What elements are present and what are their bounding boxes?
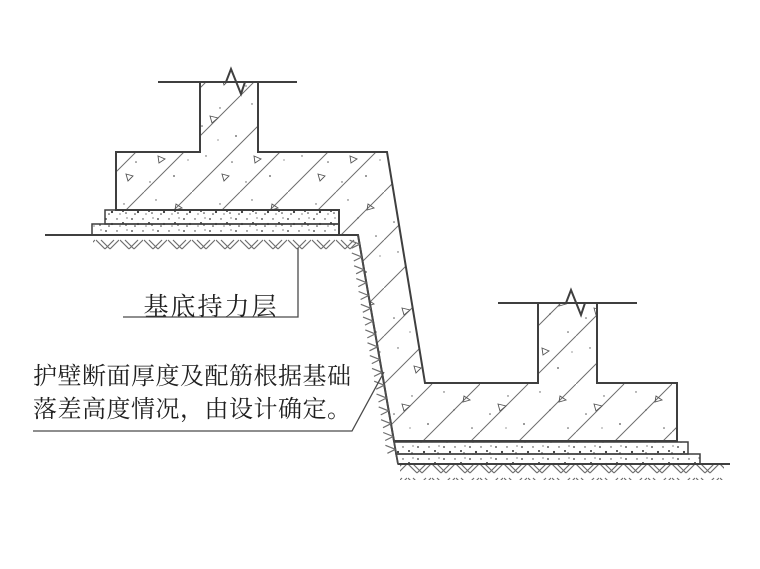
lower-earth-hatch [400, 465, 724, 480]
upper-earth-hatch [93, 236, 356, 251]
wall-note-line-1: 护壁断面厚度及配筋根据基础 [33, 364, 352, 390]
upper-layer-2 [92, 224, 339, 235]
lower-leveling-layers [394, 442, 700, 464]
wall-note-line-2: 落差高度情况，由设计确定。 [33, 397, 352, 423]
upper-leveling-layers [92, 210, 339, 235]
bearing-layer-label: 基底持力层 [143, 294, 279, 321]
lower-layer-1 [394, 442, 688, 454]
upper-layer-1 [105, 210, 339, 224]
lower-layer-2 [396, 454, 700, 464]
wall-note-label [33, 361, 352, 427]
